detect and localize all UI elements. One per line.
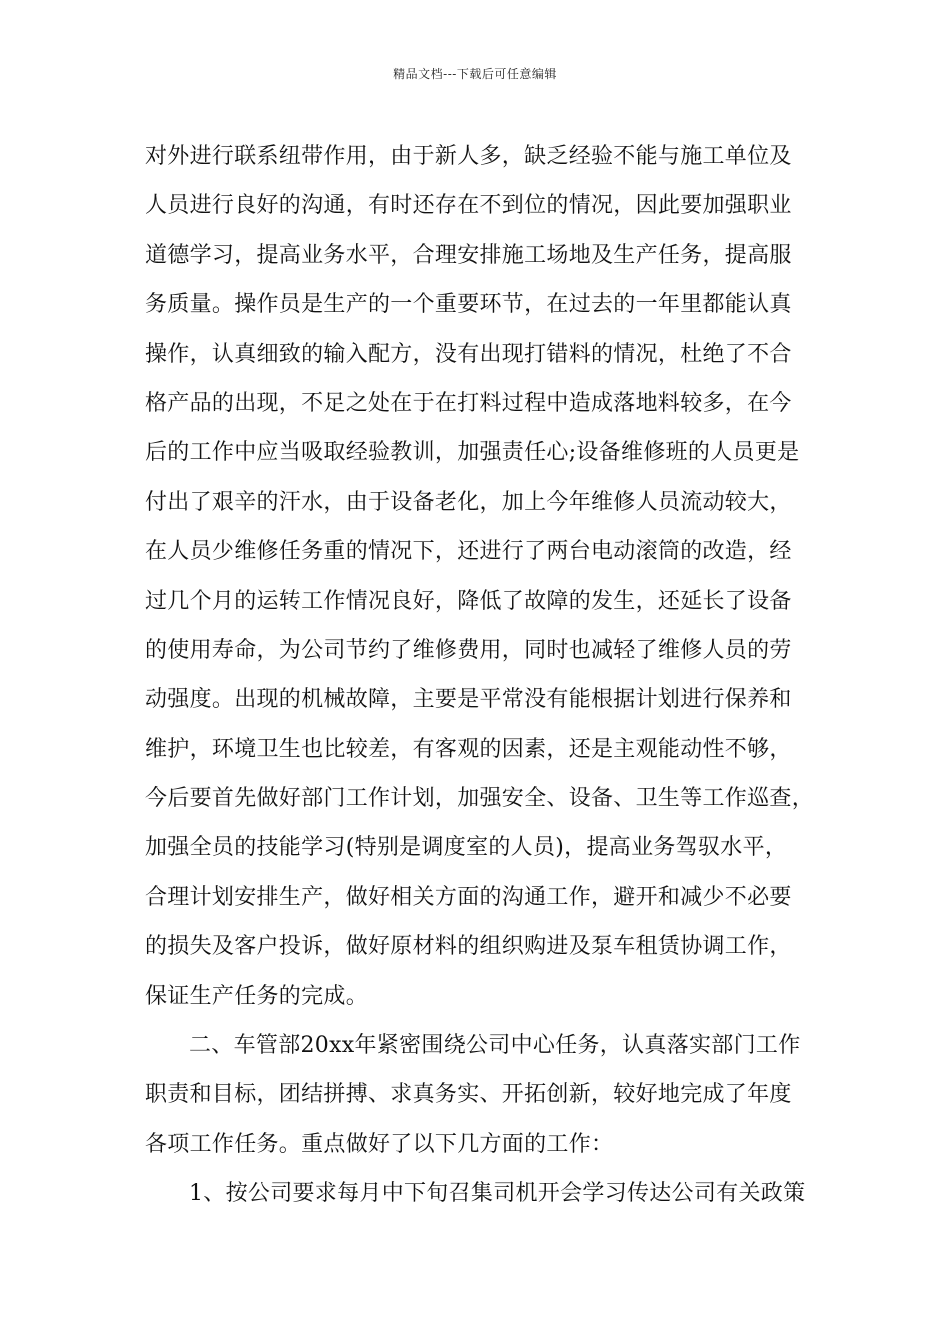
section-heading-line: 二、车管部20xx年紧密围绕公司中心任务，认真落实部门工作 <box>189 1033 801 1059</box>
page-header: 精品文档---下载后可任意编辑 <box>393 67 557 81</box>
body-line: 人员进行良好的沟通，有时还存在不到位的情况，因此要加强职业 <box>145 193 792 219</box>
body-line: 合理计划安排生产，做好相关方面的沟通工作，避开和减少不必要 <box>145 884 792 910</box>
body-line: 格产品的出现，不足之处在于在打料过程中造成落地料较多，在今 <box>145 390 792 416</box>
body-line: 的使用寿命，为公司节约了维修费用，同时也减轻了维修人员的劳 <box>145 637 792 663</box>
body-line: 对外进行联系纽带作用，由于新人多，缺乏经验不能与施工单位及 <box>145 144 792 169</box>
body-line: 务质量。操作员是生产的一个重要环节，在过去的一年里都能认真 <box>145 292 792 318</box>
body-line: 职责和目标，团结拼搏、求真务实、开拓创新，较好地完成了年度 <box>145 1082 792 1108</box>
body-line: 道德学习，提高业务水平，合理安排施工场地及生产任务，提高服 <box>145 242 792 268</box>
body-line: 各项工作任务。重点做好了以下几方面的工作： <box>145 1131 614 1157</box>
body-line: 维护，环境卫生也比较差，有客观的因素，还是主观能动性不够， <box>145 736 792 762</box>
list-item-line: 1、按公司要求每月中下旬召集司机开会学习传达公司有关政策 <box>189 1181 806 1207</box>
body-line: 付出了艰辛的汗水，由于设备老化，加上今年维修人员流动较大， <box>145 489 792 515</box>
body-line: 的损失及客户投诉，做好原材料的组织购进及泵车租赁协调工作， <box>145 934 792 960</box>
body-line: 后的工作中应当吸取经验教训，加强责任心;设备维修班的人员更是 <box>145 440 800 466</box>
body-line: 在人员少维修任务重的情况下，还进行了两台电动滚筒的改造，经 <box>145 539 792 565</box>
body-line: 动强度。出现的机械故障，主要是平常没有能根据计划进行保养和 <box>145 687 792 713</box>
body-line: 加强全员的技能学习(特别是调度室的人员)，提高业务驾驭水平， <box>145 835 788 861</box>
body-text <box>145 132 825 1219</box>
body-line: 今后要首先做好部门工作计划，加强安全、设备、卫生等工作巡查， <box>145 786 815 812</box>
body-line: 过几个月的运转工作情况良好，降低了故障的发生，还延长了设备 <box>145 588 792 614</box>
body-line: 操作，认真细致的输入配方，没有出现打错料的情况，杜绝了不合 <box>145 341 792 367</box>
body-line: 保证生产任务的完成。 <box>145 983 369 1009</box>
